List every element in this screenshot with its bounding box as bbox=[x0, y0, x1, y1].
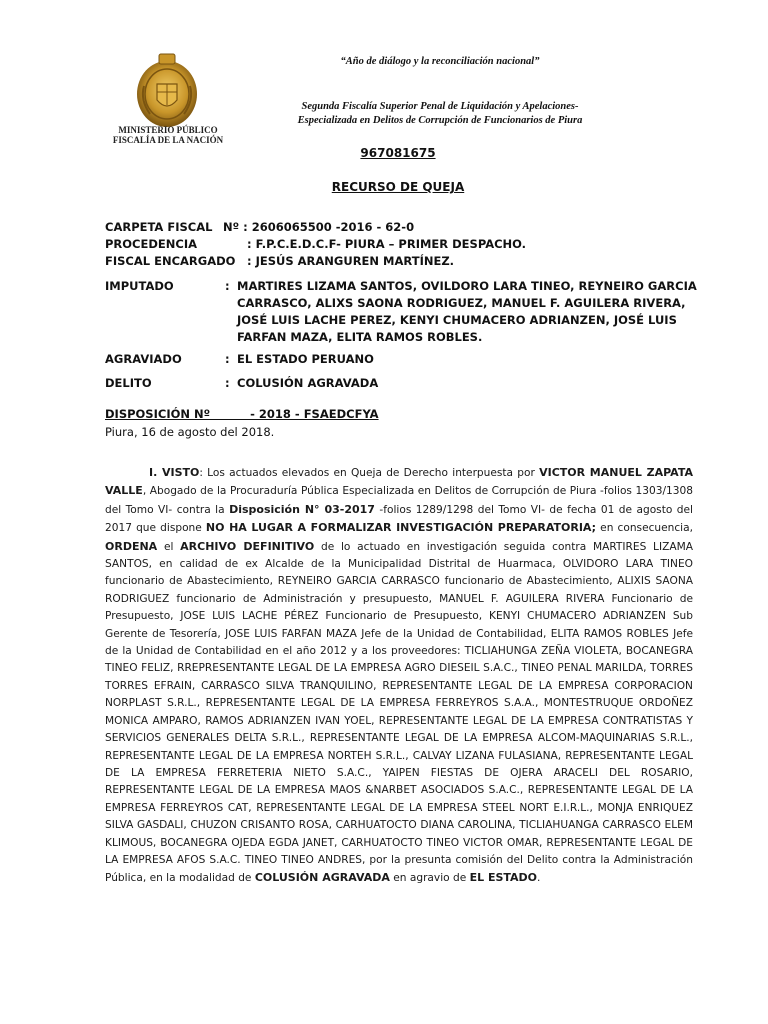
carpeta-fiscal-row bbox=[105, 219, 705, 235]
carpeta-value: Nº : 2606065500 -2016 - 62-0 bbox=[223, 220, 415, 234]
phone-number: 967081675 bbox=[360, 146, 436, 160]
visto-heading: I. VISTO bbox=[149, 466, 200, 479]
office-line-2: Especializada en Delitos de Corrupción de Funcionarios de Piura bbox=[297, 115, 583, 126]
decision-text: NO HA LUGAR A FORMALIZAR INVESTIGACIÓN PREPARATORIA; bbox=[205, 521, 597, 535]
victim-text: EL ESTADO bbox=[469, 871, 538, 885]
disposition-ref: Disposición N° 03-2017 bbox=[229, 502, 375, 516]
agraviado-colon: : bbox=[225, 352, 230, 366]
disposicion-number: DISPOSICIÓN Nº - 2018 - FSAEDCFYA bbox=[105, 407, 379, 421]
year-motto: “Año de diálogo y la reconciliación nacional” bbox=[340, 56, 540, 67]
imputado-colon: : bbox=[225, 279, 230, 293]
fiscal-encargado-row bbox=[105, 253, 705, 269]
carpeta-label: CARPETA FISCAL bbox=[105, 220, 213, 234]
delito-colon: : bbox=[225, 376, 230, 390]
imputado-label: IMPUTADO bbox=[105, 279, 174, 293]
document-title: RECURSO DE QUEJA bbox=[331, 180, 465, 194]
body-text: . bbox=[537, 872, 541, 885]
delito-value: COLUSIÓN AGRAVADA bbox=[237, 376, 379, 390]
body-text: de lo actuado en investigación seguida contra MARTIRES LIZAMA SANTOS, en calidad de ex Alcalde de la Municipalidad Distrital de Huarmaca, OLVIDORO LARA TINEO funcionario de Abastecimiento, REYNEIRO GARCIA CARRASCO funcionario de Abastecimiento, ALIXIS SAONA RODRIGUEZ funcionario de Administración y presupuesto, MANUEL F. AGUILERA RIVERA Funcionario de Presupuesto, JOSE LUIS LACHE PÉREZ Funcionario de Presupuesto, KENYI CHUMACERO ADRIANZEN Sub Gerente de Tesorería, JOSE LUIS FARFAN MAZA Jefe de la Unidad de Contabilidad, ELITA RAMOS ROBLES Jefe de la Unidad de Contabilidad en el año 2012 y a los proveedores: TICLIAHUNGA ZEÑA VIOLETA, BOCANEGRA TINEO FELIZ, RREPRESENTANTE LEGAL DE LA EMPRESA AGRO DIESEIL S.A.C., TINEO PENAL MARILDA, TORRES TORRES EFRAIN, CARRASCO SILVA TRANQUILINO, REPRESENTANTE LEGAL DE LA EMPRESA CORPORACION NORPLAST S.R.L., REPRESENTANTE LEGAL DE LA EMPRESA FERREYROS S.A.A., MONTESTRUQUE ORDOÑEZ MONICA AMPARO, RAMOS ADRIANZEN IVAN YOEL, REPRESENTANTE LEGAL DE LA EMPRESA CONTRATISTAS Y SERVICIOS GENERALES DELTA S.R.L., REPRESENTANTE LEGAL DE LA EMPRESA ALCOM-MAQUINARIAS S.R.L., REPRESENTANTE LEGAL DE LA EMPRESA NORTEH S.R.L., CALVAY LIZANA FULASIANA, REPRESENTANTE LEGAL DE LA EMPRESA FERRETERIA NIETO S.A.C., YAIPEN FIESTAS DE OJERA ARACELI DEL ROSARIO, REPRESENTANTE LEGAL DE LA EMPRESA MAOS &NARBET ASOCIADOS S.A.C., REPRESENTANTE LEGAL DE LA EMPRESA FERREYROS CAT, REPRESENTANTE LEGAL DE LA EMPRESA STEEL NORT E.I.R.L., MONJA ENRIQUEZ SILVA GASDALI, CHUZON CRISANTO ROSA, CARHUATOCTO DIANA CAROLINA, TICLIAHUANGA CARRASCO ELEM KLIMOUS, BOCANEGRA OJEDA EGDA JANET, CARHUATOCTO TINEO VICTOR OMAR, REPRESENTANTE LEGAL DE LA EMPRESA AFOS S.A.C. TINEO TINEO ANDRES, por la presunta comisión del Delito contra la Administración Pública, en la modalidad de bbox=[105, 540, 693, 885]
office-line-1: Segunda Fiscalía Superior Penal de Liquidación y Apelaciones- bbox=[301, 101, 579, 112]
office-name bbox=[268, 100, 612, 128]
agraviado-value: EL ESTADO PERUANO bbox=[237, 352, 374, 366]
agraviado-label: AGRAVIADO bbox=[105, 352, 182, 366]
archivo-text: ARCHIVO DEFINITIVO bbox=[180, 539, 315, 553]
procedencia-label: PROCEDENCIA bbox=[105, 237, 197, 251]
ordena-text: ORDENA bbox=[105, 539, 158, 553]
imputado-value: MARTIRES LIZAMA SANTOS, OVILDORO LARA TINEO, REYNEIRO GARCIA CARRASCO, ALIXS SAONA RODRIGUEZ, MANUEL F. AGUILERA RIVERA, JOSÉ LUIS LACHE PEREZ, KENYI CHUMACERO ADRIANZEN, JOSÉ LUIS FARFAN MAZA, ELITA RAMOS ROBLES. bbox=[237, 279, 697, 344]
visto-paragraph bbox=[105, 464, 693, 888]
body-text: , Abogado de la Procuraduría Pública Especializada en Delitos de Corrupción de Piura -folios 1303/1308 del Tomo VI- contra la bbox=[105, 485, 693, 516]
body-text: en agravio de bbox=[389, 872, 470, 885]
body-text: : Los actuados elevados en Queja de Derecho interpuesta por bbox=[199, 467, 540, 479]
ministry-line-2: FISCALÍA DE LA NACIÓN bbox=[112, 135, 224, 145]
procedencia-row bbox=[105, 236, 705, 252]
ministry-name bbox=[98, 125, 238, 145]
crime-text: COLUSIÓN AGRAVADA bbox=[254, 871, 390, 885]
procedencia-value: : F.P.C.E.D.C.F- PIURA – PRIMER DESPACHO. bbox=[247, 237, 527, 251]
ministry-line-1: MINISTERIO PÚBLICO bbox=[118, 125, 218, 135]
national-coat-of-arms-seal-icon bbox=[130, 50, 204, 130]
complainant-name: VICTOR MANUEL ZAPATA VALLE bbox=[105, 466, 693, 498]
fiscal-value: : JESÚS ARANGUREN MARTÍNEZ. bbox=[247, 254, 455, 268]
body-text: en consecuencia, bbox=[596, 522, 693, 535]
body-text: el bbox=[157, 540, 181, 553]
body-text: -folios 1289/1298 del Tomo VI- de fecha 01 de agosto del 2017 que dispone bbox=[105, 503, 693, 535]
document-date: Piura, 16 de agosto del 2018. bbox=[105, 425, 275, 439]
fiscal-label: FISCAL ENCARGADO bbox=[105, 254, 236, 268]
delito-label: DELITO bbox=[105, 376, 152, 390]
